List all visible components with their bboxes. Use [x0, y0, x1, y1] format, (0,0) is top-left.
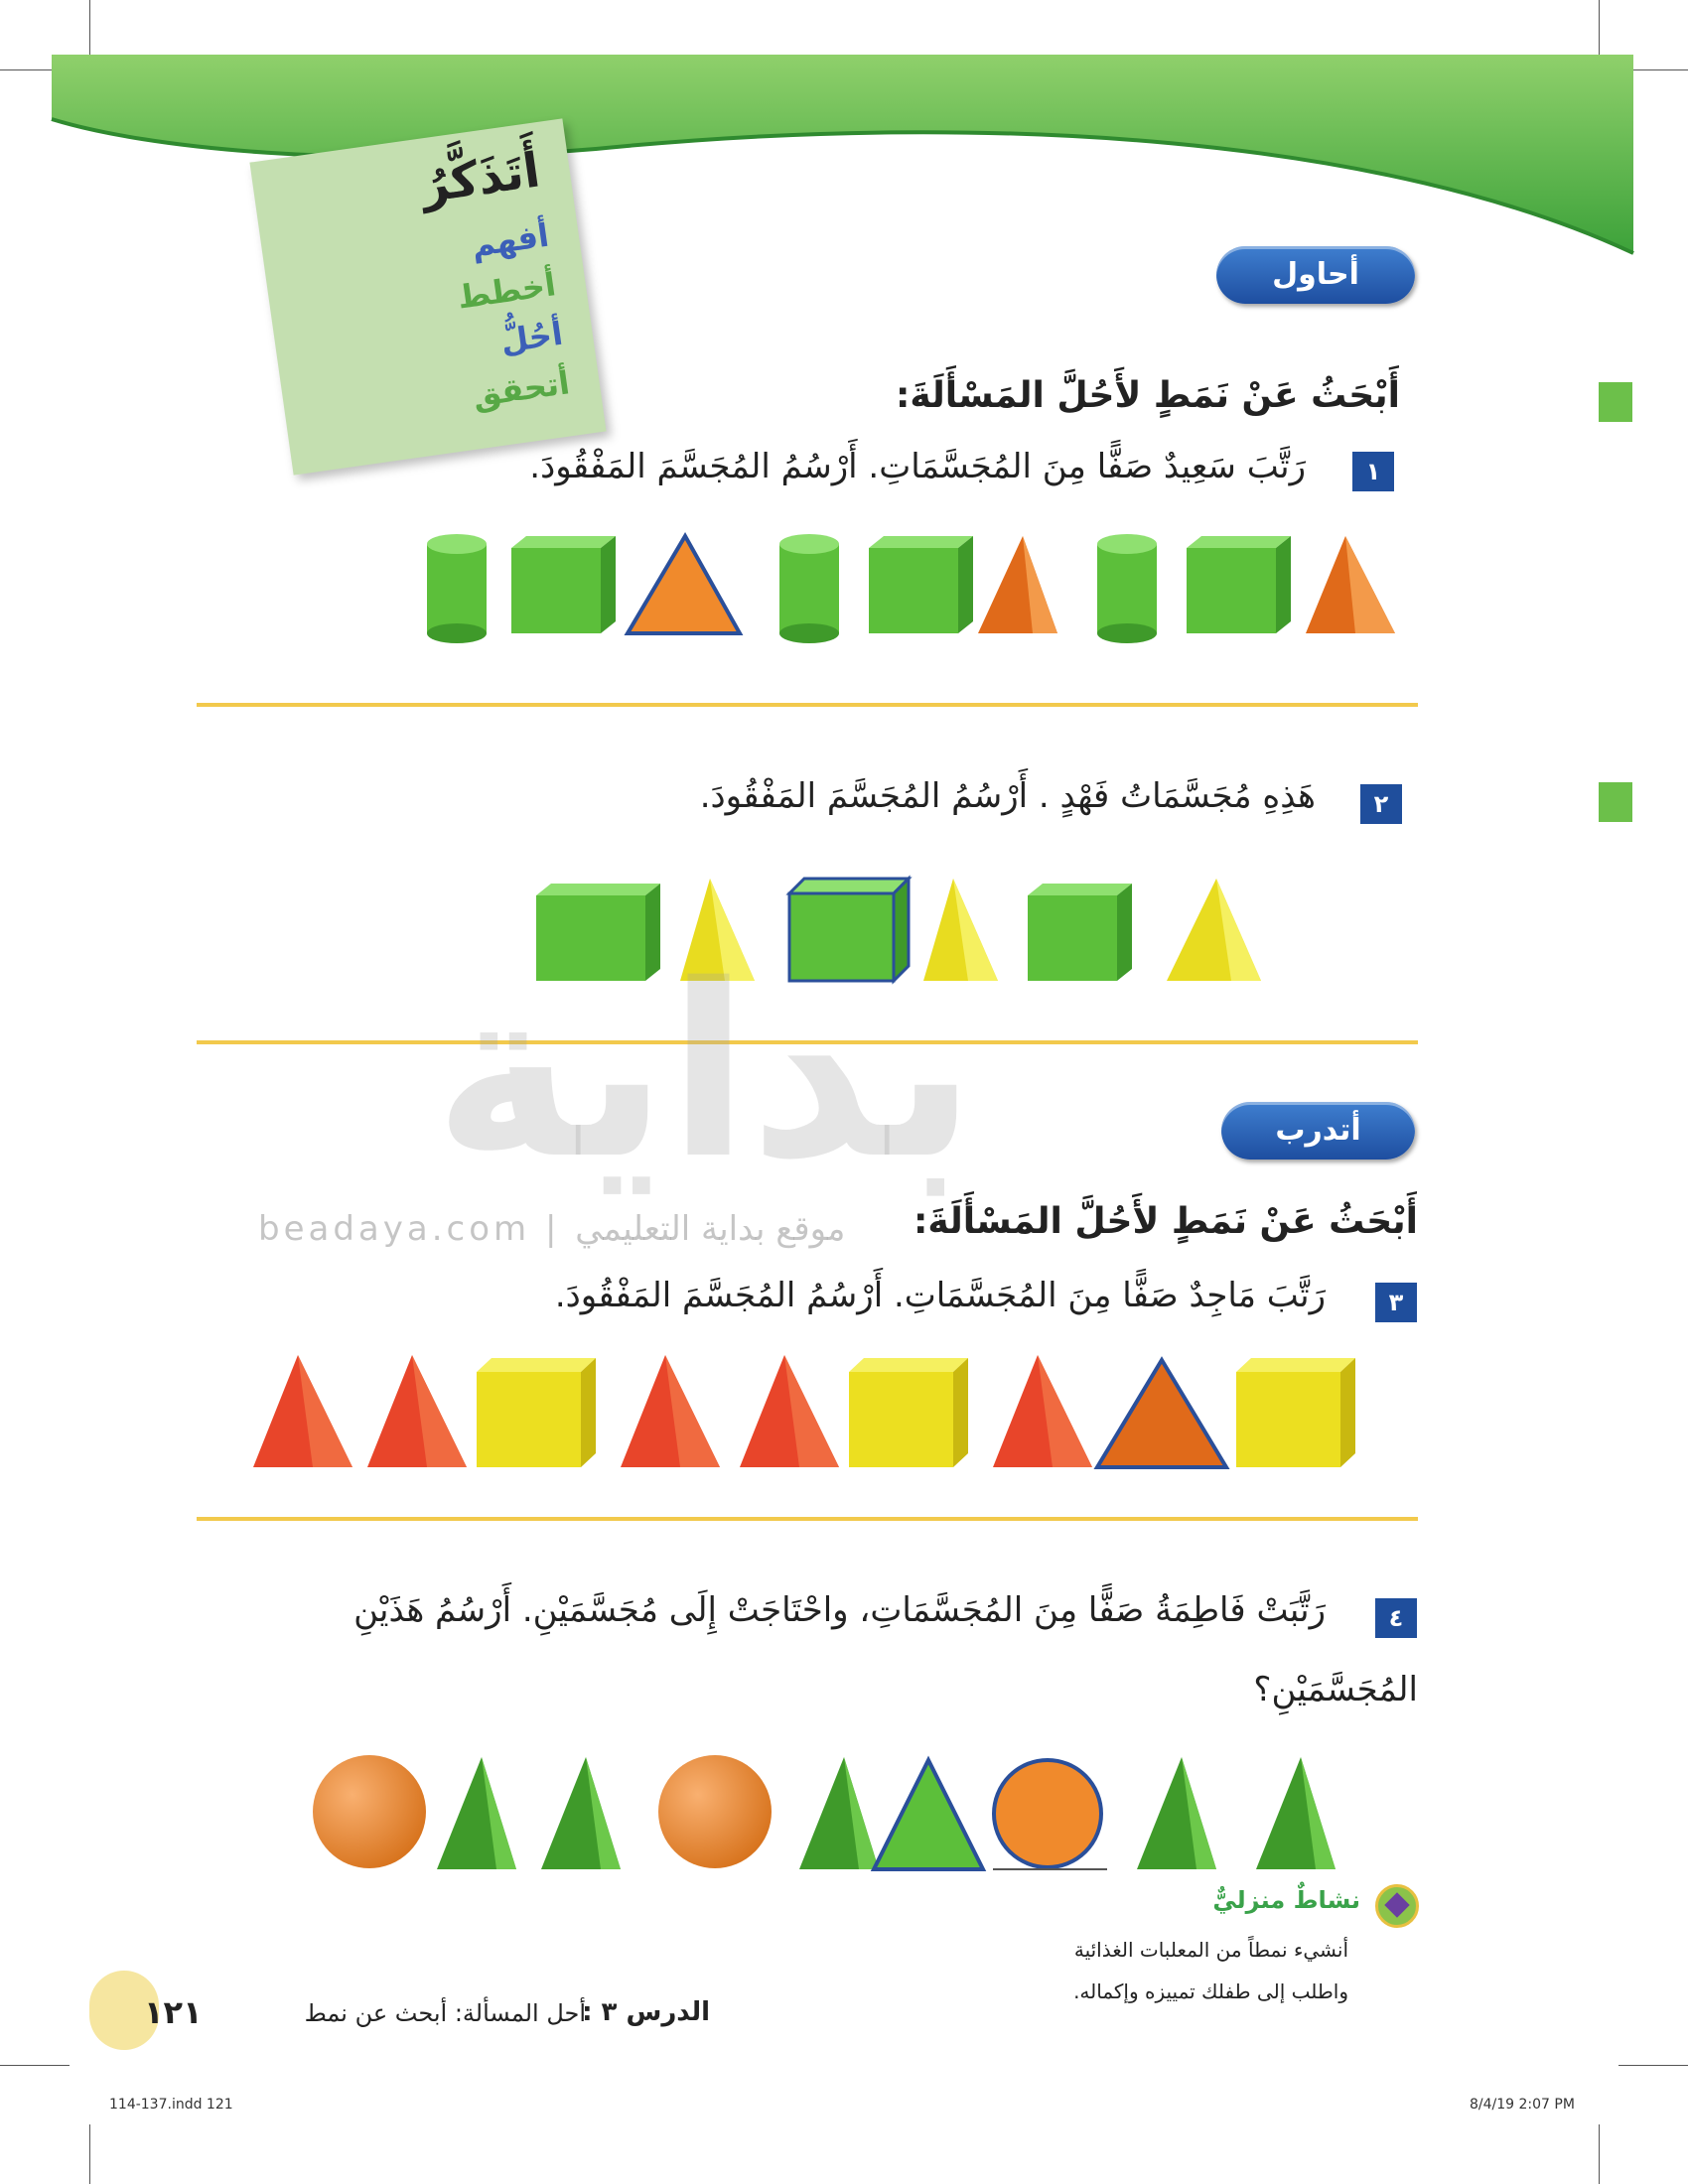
question-number-3: ٣: [1375, 1283, 1417, 1322]
divider-line: [197, 1517, 1418, 1521]
try-heading: أَبْحَثُ عَنْ نَمَطٍ لأَحُلَّ المَسْأَلَةَ:: [895, 375, 1400, 416]
crop-mark: [0, 2065, 70, 2066]
header-banner: [0, 0, 1688, 298]
sphere-shape: [313, 1755, 426, 1868]
lesson-title: أحل المسألة: أبحث عن نمط: [304, 1999, 586, 2027]
cone-shape: [978, 536, 1057, 633]
reminder-note: [249, 118, 606, 475]
shape-row-4: [308, 1752, 1400, 1881]
note-title: أَتَذَكَّرُ: [417, 142, 544, 214]
question-3-text: رَتَّبَ مَاجِدٌ صَفًّا مِنَ المُجَسَّمَاتِ. أَرْسُمُ المُجَسَّمَ المَفْقُودَ.: [554, 1276, 1326, 1315]
note-step-understand: أفهم: [469, 215, 552, 265]
lesson-label: الدرس ٣ :: [582, 1997, 710, 2027]
try-badge: أحاول: [1216, 246, 1415, 304]
note-step-check: أتحقق: [470, 363, 573, 415]
note-step-solve: أحُلُّ: [497, 314, 566, 361]
pyramid-shape: [993, 1355, 1092, 1467]
home-activity-line2: واطلب إلى طفلك تمييزه وإكماله.: [1073, 1979, 1348, 2003]
question-number-4: ٤: [1375, 1598, 1417, 1638]
pyramid-shape: [253, 1355, 352, 1467]
cube-shape: [1236, 1358, 1355, 1467]
home-activity-line1: أنشيء نمطاً من المعلبات الغذائية: [1073, 1938, 1348, 1962]
pyramid-shape: [541, 1757, 621, 1869]
side-tab: [1599, 782, 1632, 822]
cube-shape: [511, 536, 616, 633]
question-number-2: ٢: [1360, 784, 1402, 824]
question-1-text: رَتَّبَ سَعِيدٌ صَفًّا مِنَ المُجَسَّمَاتِ. أَرْسُمُ المُجَسَّمَ المَفْقُودَ.: [529, 447, 1306, 486]
cylinder-shape: [427, 534, 487, 643]
cube-shape: [477, 1358, 596, 1467]
home-activity-icon: [1375, 1884, 1419, 1928]
sphere-shape: [658, 1755, 772, 1868]
pyramid-shape-outlined: [1097, 1360, 1226, 1467]
cylinder-shape: [779, 534, 839, 643]
shape-row-3: [248, 1350, 1370, 1479]
crop-mark: [1618, 2065, 1688, 2066]
cube-shape: [869, 536, 973, 633]
practice-badge: أتدرب: [1221, 1102, 1415, 1160]
page-number: ١٢١: [144, 1993, 203, 2031]
watermark-caption: beadaya.com | موقع بداية التعليمي: [258, 1209, 846, 1249]
cube-shape: [1187, 536, 1291, 633]
question-4-text-line1: رَتَّبَتْ فَاطِمَةُ صَفًّا مِنَ المُجَسَّمَاتِ، واحْتَاجَتْ إِلَى مُجَسَّمَيْنِ. أَرْسُمُ هَذَيْنِ: [353, 1590, 1326, 1630]
pyramid-shape: [621, 1355, 720, 1467]
pyramid-shape: [799, 1757, 879, 1869]
file-info: 114-137.indd 121: [109, 2097, 233, 2113]
cone-shape-outlined: [628, 536, 740, 633]
note-step-plan: أخطط: [455, 265, 559, 317]
crop-mark: [1599, 2124, 1600, 2184]
cone-shape: [1306, 536, 1395, 633]
question-2-text: هَذِهِ مُجَسَّمَاتُ فَهْدٍ . أَرْسُمُ المُجَسَّمَ المَفْقُودَ.: [699, 776, 1316, 816]
practice-heading: أَبْحَثُ عَنْ نَمَطٍ لأَحُلَّ المَسْأَلَةَ:: [913, 1201, 1418, 1242]
cylinder-shape: [1097, 534, 1157, 643]
pyramid-shape: [437, 1757, 516, 1869]
pyramid-shape: [1167, 879, 1261, 981]
home-activity-title: نشاطٌ منزليٌّ: [1212, 1886, 1360, 1914]
pyramid-shape: [1256, 1757, 1336, 1869]
question-number-1: ١: [1352, 452, 1394, 491]
question-4-text-line2: المُجَسَّمَيْنِ؟: [1253, 1670, 1418, 1709]
date-info: 8/4/19 2:07 PM: [1470, 2097, 1575, 2113]
shape-row-1: [417, 526, 1410, 645]
pyramid-shape: [740, 1355, 839, 1467]
watermark-logo: بداية: [433, 933, 977, 1211]
side-tab: [1599, 382, 1632, 422]
pyramid-shape: [367, 1355, 467, 1467]
divider-line: [197, 703, 1418, 707]
pyramid-shape: [1137, 1757, 1216, 1869]
sphere-shape-outlined: [993, 1760, 1107, 1869]
crop-mark: [89, 2124, 90, 2184]
cube-shape: [849, 1358, 968, 1467]
pyramid-shape-outlined: [874, 1760, 983, 1869]
